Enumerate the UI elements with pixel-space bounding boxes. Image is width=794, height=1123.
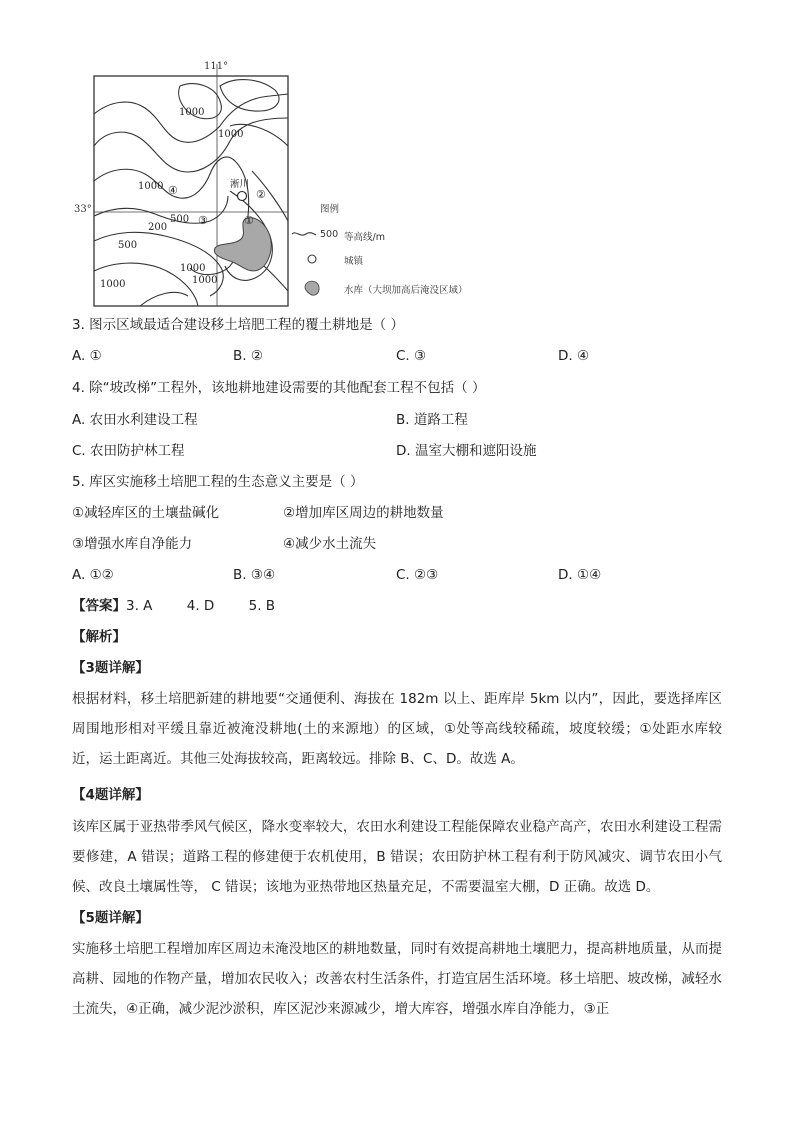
- question-5-statement-4: ④减少水土流失: [283, 536, 377, 552]
- contour-label: 200: [148, 222, 168, 233]
- legend-reservoir-label: 水库（大坝加高后淹没区域）: [344, 285, 468, 296]
- contour-label: 1000: [138, 181, 164, 192]
- latitude-label: 33°: [74, 204, 92, 215]
- detail-4-title: 【4题详解】: [72, 787, 149, 803]
- question-4-option-b: B. 道路工程: [396, 412, 468, 428]
- question-5-statement-3: ③增强水库自净能力: [72, 536, 193, 552]
- question-5-statement-2: ②增加库区周边的耕地数量: [283, 505, 444, 521]
- legend-title: 图例: [320, 204, 340, 215]
- question-3-option-c: C. ③: [396, 348, 427, 364]
- detail-3-text: 根据材料，移土培肥新建的耕地要“交通便利、海拔在 182m 以上、距库岸 5km 以内”，因此，要选择库区周围地形相对平缓且靠近被淹没耕地(土的来源地）的区域，①处等高线较稀疏，坡度较缓；①处距水库较近，运土距离近。其他三处海拔较高，距离较远。排除 B、C、D。故选 A。: [72, 691, 722, 767]
- contour-label: 1000: [179, 107, 205, 118]
- question-3-option-b: B. ②: [233, 348, 263, 364]
- contour-label: 1000: [180, 263, 206, 274]
- detail-4-text: 该库区属于亚热带季风气候区，降水变率较大，农田水利建设工程能保障农业稳产高产，农田水利建设工程需要修建，A 错误；道路工程的修建便于农机使用，B 错误；农田防护林工程有利于防风减灾、调节农田小气候、改良土壤属性等， C 错误；该地为亚热带地区热量充足，不需要温室大棚，D 正确。故选 D。: [72, 819, 722, 895]
- answer-text: 3. A 4. D 5. B: [126, 598, 276, 614]
- question-4-stem: 4. 除“坡改梯”工程外，该地耕地建设需要的其他配套工程不包括（ ）: [72, 380, 486, 396]
- detail-3-title: 【3题详解】: [72, 660, 149, 676]
- contour-label: 1000: [218, 129, 244, 140]
- legend-town-label: 城镇: [344, 256, 364, 267]
- question-3-stem: 3. 图示区域最适合建设移土培肥工程的覆土耕地是（ ）: [72, 317, 404, 333]
- analysis-label: 【解析】: [72, 629, 126, 645]
- question-4-option-d: D. 温室大棚和遮阳设施: [396, 443, 537, 459]
- legend-contour-value: 500: [320, 229, 339, 240]
- question-4-option-c: C. 农田防护林工程: [72, 443, 185, 459]
- contour-label: 1000: [100, 279, 126, 290]
- legend-contour-label: 等高线/m: [344, 232, 385, 243]
- contour-map: [70, 56, 490, 310]
- contour-label: 500: [118, 240, 138, 251]
- answer-label: 【答案】: [72, 598, 126, 614]
- question-4-option-a: A. 农田水利建设工程: [72, 412, 198, 428]
- detail-5-title: 【5题详解】: [72, 910, 149, 926]
- answer-line: [72, 596, 275, 616]
- legend-reservoir-symbol: [305, 281, 319, 295]
- question-5-option-c: C. ②③: [396, 567, 439, 583]
- marker-1: ①: [244, 214, 254, 227]
- marker-3: ③: [198, 214, 208, 227]
- marker-2: ②: [256, 188, 266, 201]
- contour-map-svg: [70, 56, 490, 310]
- question-5-option-d: D. ①④: [558, 567, 602, 583]
- question-5-option-a: A. ①②: [72, 567, 114, 583]
- marker-4: ④: [168, 184, 178, 197]
- legend-town-symbol: [308, 255, 316, 263]
- legend-contour-symbol: [292, 233, 316, 235]
- contour-label: 1000: [192, 275, 218, 286]
- town-name: 淅川: [230, 179, 250, 190]
- longitude-label: 111°: [204, 61, 229, 72]
- legend-symbols: [292, 233, 319, 295]
- contour-label: 500: [170, 214, 190, 225]
- question-5-option-b: B. ③④: [233, 567, 276, 583]
- detail-5-text: 实施移土培肥工程增加库区周边未淹没地区的耕地数量，同时有效提高耕地土壤肥力，提高耕地质量，从而提高耕、园地的作物产量，增加农民收入；改善农村生活条件，打造宜居生活环境。移土培肥、坡改梯，减轻水土流失，④正确，减少泥沙淤积，库区泥沙来源减少，增大库容，增强水库自净能力，③正: [72, 941, 722, 1017]
- question-5-statement-1: ①减轻库区的土壤盐碱化: [72, 505, 220, 521]
- question-3-option-a: A. ①: [72, 348, 102, 364]
- question-5-stem: 5. 库区实施移土培肥工程的生态意义主要是（ ）: [72, 474, 364, 490]
- question-3-option-d: D. ④: [558, 348, 590, 364]
- town-symbol: [238, 192, 247, 201]
